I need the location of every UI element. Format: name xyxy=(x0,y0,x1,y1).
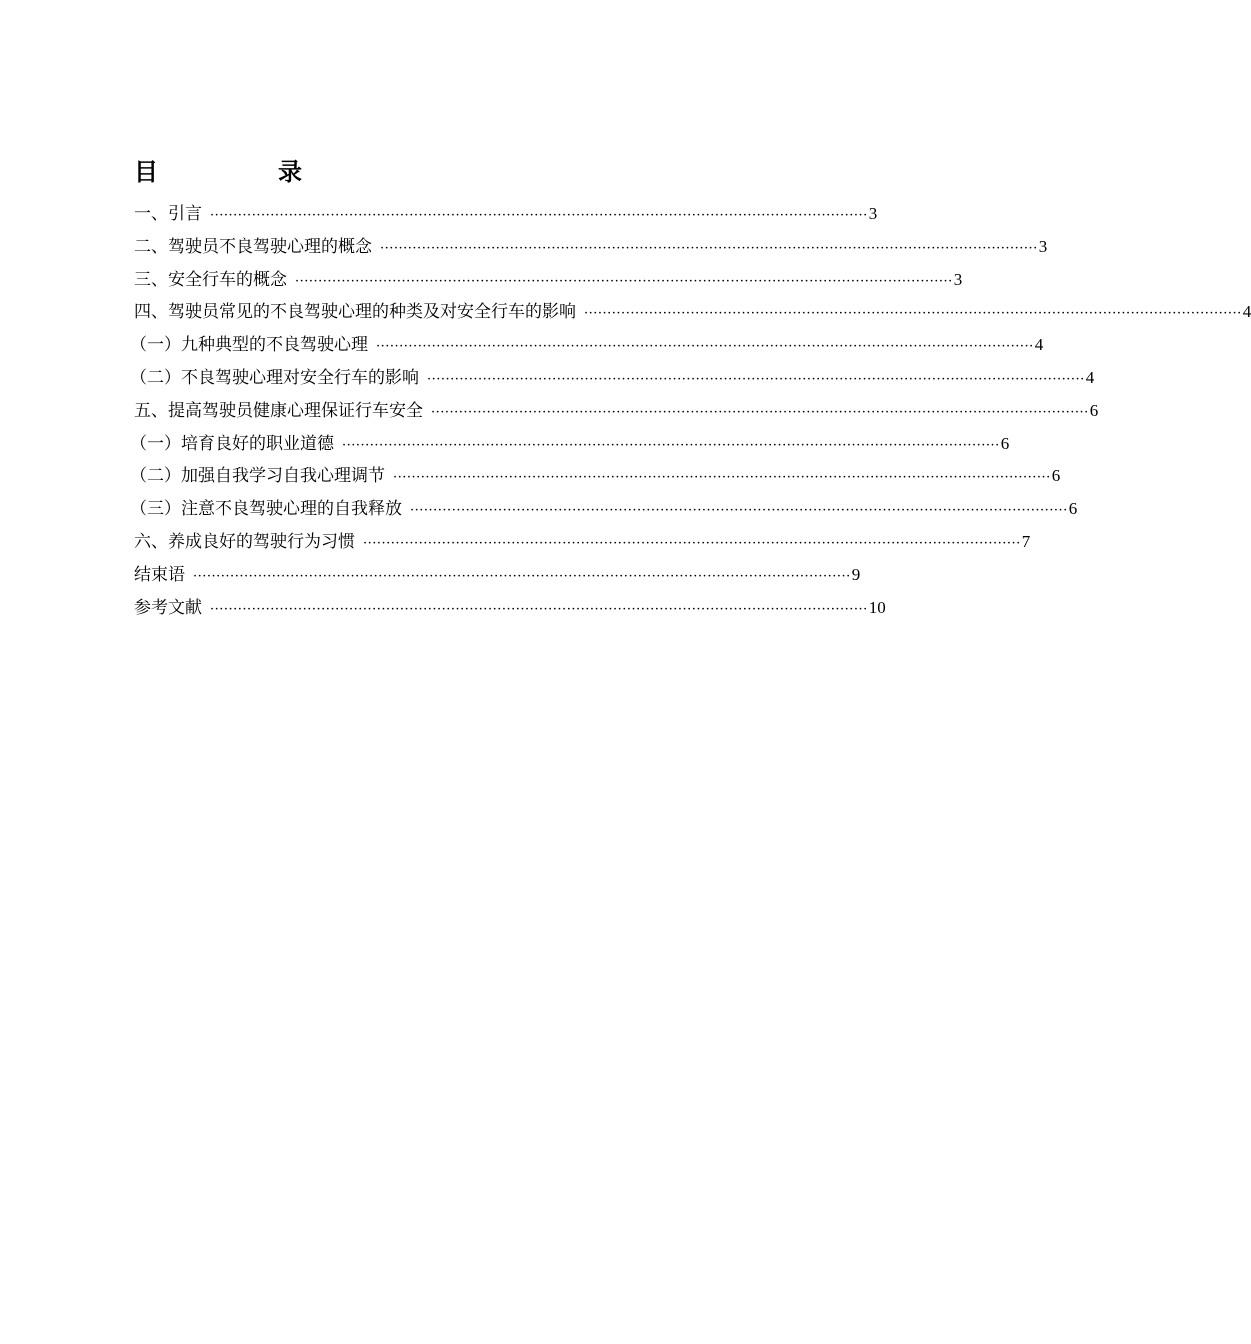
toc-dot-leader: ·············································································································································· xyxy=(363,535,1021,551)
table-of-contents xyxy=(130,198,1251,624)
toc-dot-leader: ·············································································································································· xyxy=(193,568,851,584)
toc-entry-text: 三、安全行车的概念 xyxy=(134,269,287,290)
toc-entry-text: （二）加强自我学习自我心理调节 xyxy=(130,466,385,487)
toc-entry-good-driving-habits[interactable] xyxy=(134,526,1031,559)
toc-entry-text: 五、提高驾驶员健康心理保证行车安全 xyxy=(134,400,423,421)
toc-dot-leader: ·············································································································································· xyxy=(295,273,953,289)
toc-page-number: 10 xyxy=(868,597,886,617)
toc-entry-introduction[interactable] xyxy=(134,198,878,231)
toc-entry-text: 结束语 xyxy=(134,564,185,585)
toc-subentry-self-release[interactable] xyxy=(130,493,1078,526)
toc-page-number: 6 xyxy=(1051,466,1061,486)
toc-page-number: 6 xyxy=(1068,499,1078,519)
toc-page-number: 4 xyxy=(1242,302,1251,322)
toc-page-number: 7 xyxy=(1021,531,1031,551)
toc-entry-references[interactable] xyxy=(134,592,886,625)
toc-entry-text: 参考文献 xyxy=(134,597,202,618)
toc-entry-concept-safe-driving[interactable] xyxy=(134,264,963,297)
toc-entry-text: 四、驾驶员常见的不良驾驶心理的种类及对安全行车的影响 xyxy=(134,302,576,323)
toc-dot-leader: ·············································································································································· xyxy=(380,240,1038,256)
toc-dot-leader: ·············································································································································· xyxy=(342,437,1000,453)
toc-dot-leader: ·············································································································································· xyxy=(584,306,1242,322)
toc-dot-leader: ·············································································································································· xyxy=(427,371,1085,387)
toc-page-number: 9 xyxy=(851,564,861,584)
toc-page-number: 3 xyxy=(868,204,878,223)
toc-entry-text: 一、引言 xyxy=(134,204,202,224)
toc-dot-leader: ·············································································································································· xyxy=(393,470,1051,486)
toc-entry-conclusion[interactable] xyxy=(134,559,861,592)
toc-page-number: 3 xyxy=(953,269,963,289)
toc-title: 目 录 xyxy=(134,158,350,186)
toc-dot-leader: ·············································································································································· xyxy=(210,208,868,223)
toc-page-number: 4 xyxy=(1034,335,1044,355)
toc-entry-concept-bad-driving-psychology[interactable] xyxy=(134,231,1048,264)
toc-entry-text: （一）九种典型的不良驾驶心理 xyxy=(130,335,368,356)
toc-page-number: 3 xyxy=(1038,236,1048,256)
toc-dot-leader: ·············································································································································· xyxy=(431,404,1089,420)
toc-entry-types-and-effects[interactable] xyxy=(134,296,1251,329)
toc-page-number: 6 xyxy=(1000,433,1010,453)
toc-page-number: 6 xyxy=(1089,400,1099,420)
toc-dot-leader: ·············································································································································· xyxy=(210,601,868,617)
toc-entry-text: 二、驾驶员不良驾驶心理的概念 xyxy=(134,236,372,257)
toc-subentry-nine-types[interactable] xyxy=(130,329,1044,362)
toc-subentry-effects-on-safety[interactable] xyxy=(130,362,1095,395)
toc-entry-text: （三）注意不良驾驶心理的自我释放 xyxy=(130,499,402,520)
toc-subentry-professional-ethics[interactable] xyxy=(130,428,1010,461)
toc-dot-leader: ·············································································································································· xyxy=(376,339,1034,355)
toc-entry-text: 六、养成良好的驾驶行为习惯 xyxy=(134,531,355,552)
toc-entry-improve-healthy-psychology[interactable] xyxy=(134,395,1099,428)
toc-entry-text: （一）培育良好的职业道德 xyxy=(130,433,334,454)
toc-page-number: 4 xyxy=(1085,367,1095,387)
toc-entry-text: （二）不良驾驶心理对安全行车的影响 xyxy=(130,367,419,388)
toc-subentry-self-learning[interactable] xyxy=(130,460,1061,493)
toc-dot-leader: ·············································································································································· xyxy=(410,503,1068,519)
